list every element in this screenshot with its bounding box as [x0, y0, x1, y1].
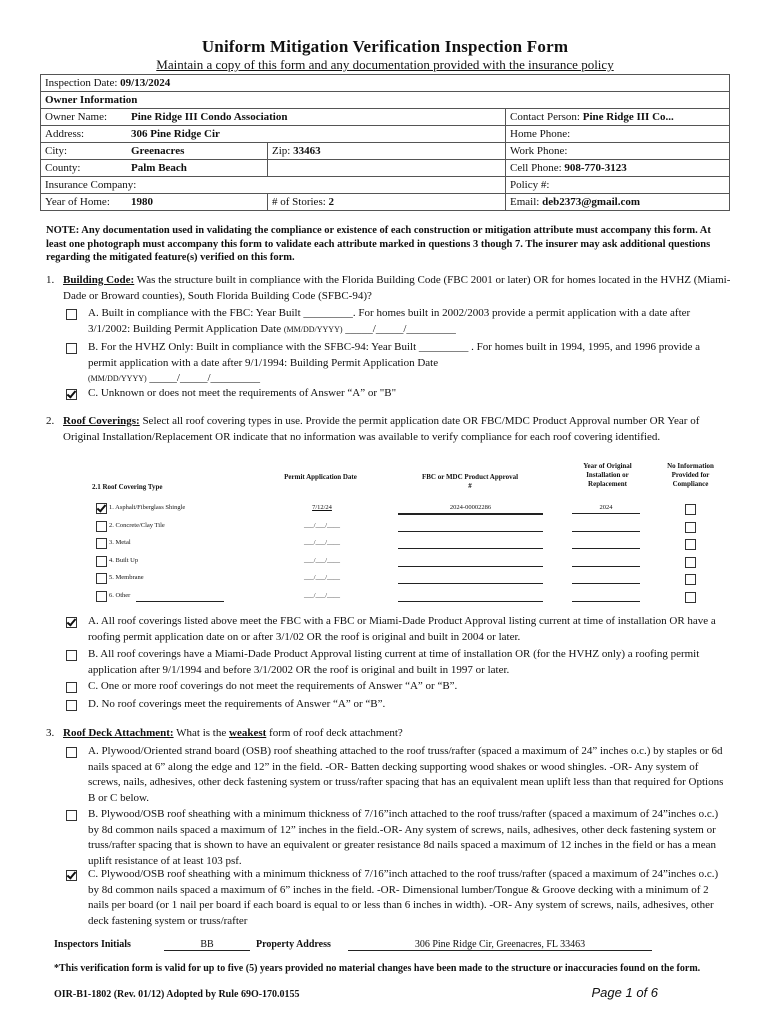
roof-fbc-line	[398, 566, 543, 567]
roof-year-value: 2024	[599, 504, 613, 511]
form-identifier: OIR-B1-1802 (Rev. 01/12) Adopted by Rule 69O-170.0155	[54, 989, 300, 1000]
q2-text: Select all roof covering types in use. Provide the permit application date OR FBC/MDC Product Approval number OR Year of Original Installation/Replacement OR indicate that no information was available to verify compliance for each roof covering identified.	[63, 415, 700, 443]
year-of-home-cell	[41, 194, 268, 211]
q1-option-a-blank: _____/_____/_________	[345, 322, 456, 335]
roof-permit-date: ___/___/____	[303, 557, 341, 564]
address-label: Address:	[45, 128, 85, 140]
address-value: 306 Pine Ridge Cir	[131, 128, 220, 140]
roof-fbc-line	[398, 601, 543, 602]
q3-option-b-text: B. Plywood/OSB roof sheathing with a minimum thickness of 7/16”inch attached to the roof truss/rafter (spaced a maximum of 24”inches o.c.) by 8d common nails spaced a maximum of 12” inches in the field.-OR- Any system of screws, nails, adhesives, other deck fastening system or truss/rafter spacing that is shown to have an equivalent or greater resistance 8d nails spaced a maximum of 12 inches in the field or has a mean uplift resistance of at least 103 psf.	[88, 808, 719, 867]
roof-col-noinfo: No Information Provided for Compliance	[667, 462, 714, 488]
q1-option-a-text: A. Built in compliance with the FBC: Year Built _________. For homes built in 2002/2003 provide a permit application with a date after 3/1/2002: Building Permit Application Date	[88, 307, 691, 335]
roof-fbc-number: 2024-00002286	[449, 504, 492, 511]
owner-name-value: Pine Ridge III Condo Association	[131, 111, 288, 123]
q2-option-c-text: C. One or more roof coverings do not meet the requirements of Answer “A” or “B”.	[88, 680, 458, 692]
roof-col-type: 2.1 Roof Covering Type	[92, 483, 163, 491]
contact-value: Pine Ridge III Co...	[582, 111, 674, 123]
city-value: Greenacres	[131, 145, 185, 157]
validity-disclaimer: *This verification form is valid for up to five (5) years provided no material changes have been made to the structure or inaccuracies found on the form.	[54, 963, 701, 974]
q2-option-b-checkbox[interactable]	[66, 650, 77, 661]
roof-year-line	[572, 583, 640, 584]
owner-name-cell	[41, 109, 506, 126]
q1-text: Was the structure built in compliance with the Florida Building Code (FBC 2001 or later) OR for homes located in the HVHZ (Miami-Dade or Broward counties), South Florida Building Code (SFBC-94)?	[63, 274, 731, 302]
inspector-initials-label: Inspectors Initials	[54, 939, 131, 950]
year-of-home-value: 1980	[131, 196, 153, 208]
roof-noinfo-checkbox[interactable]	[685, 504, 696, 515]
contact-cell	[506, 109, 730, 126]
roof-year-line	[572, 566, 640, 567]
roof-noinfo-checkbox[interactable]	[685, 557, 696, 568]
roof-type-checkbox[interactable]	[96, 591, 107, 602]
q2-question	[63, 414, 731, 445]
roof-type-checkbox[interactable]	[96, 538, 107, 549]
roof-col-permit: Permit Application Date	[284, 473, 357, 481]
county-label: County:	[45, 162, 81, 174]
q2-option-a-text: A. All roof coverings listed above meet the FBC with a FBC or Miami-Dade Product Approval listing current at time of installation OR have a roofing permit application date on or after 3/1/02 OR the roof is original and built in 2004 or later.	[88, 615, 716, 643]
cell-phone-label: Cell Phone:	[510, 162, 562, 174]
roof-permit-date: ___/___/____	[303, 522, 341, 529]
address-cell	[41, 126, 506, 143]
email-label: Email:	[510, 196, 540, 208]
q2-title: Roof Coverings:	[63, 415, 140, 427]
owner-name-label: Owner Name:	[45, 111, 108, 123]
roof-fbc-line	[398, 548, 543, 549]
inspection-date-label: Inspection Date:	[45, 77, 118, 89]
q3-option-c-checkbox[interactable]	[66, 870, 77, 881]
home-phone-cell: Home Phone:	[506, 126, 730, 143]
form-subtitle: Maintain a copy of this form and any documentation provided with the insurance policy	[156, 57, 614, 72]
q3-option-a-checkbox[interactable]	[66, 747, 77, 758]
roof-noinfo-checkbox[interactable]	[685, 574, 696, 585]
q3-post: form of roof deck attachment?	[266, 727, 403, 739]
q3-question	[63, 726, 731, 742]
zip-value: 33463	[293, 145, 321, 157]
page-number: Page 1 of 6	[591, 985, 658, 1000]
q3-option-a-text: A. Plywood/Oriented strand board (OSB) roof sheathing attached to the roof truss/rafter (spaced a maximum of 24” inches o.c.) by staples or 6d nails spaced at 6” along the edge and 12” in the field. -OR- Batten decking supporting wood shakes or wood shingles. -OR- Any system of screws, nails, adhesives, other deck fastening system or truss/rafter spacing that has an equivalent mean uplift less than that required for Options B or C below.	[88, 745, 724, 804]
stories-label: # of Stories:	[272, 196, 326, 208]
owner-info-table	[40, 74, 730, 211]
roof-permit-date: ___/___/____	[303, 539, 341, 546]
q2-number: 2.	[46, 415, 55, 427]
q1-question	[63, 273, 731, 304]
roof-type-label: 3. Metal	[109, 539, 131, 546]
q2-option-a-checkbox[interactable]	[66, 617, 77, 628]
work-phone-cell: Work Phone:	[506, 143, 730, 160]
zip-label: Zip:	[272, 145, 291, 157]
inspection-date-value: 09/13/2024	[120, 77, 171, 89]
q3-option-c-text: C. Plywood/OSB roof sheathing with a minimum thickness of 7/16”inch attached to the roof truss/rafter (spaced a maximum of 24”inches o.c.) by 8d common nails spaced a maximum of 6” inches in the field. -OR- Dimensional lumber/Tongue & Groove decking with a minimum of 2 nails per board (or 1 nail per board if each board is equal to or less than 6 inches in width). -OR- Any system of screws, nails, adhesives, other deck fastening system or truss/rafter	[88, 868, 719, 927]
roof-type-label: 4. Built Up	[109, 557, 139, 564]
documentation-note: NOTE: Any documentation used in validating the compliance or existence of each construction or mitigation attribute must accompany this form. At least one photograph must accompany this form to validate each attribute marked in questions 3 though 7. The insurer may ask additional questions regarding the mitigated feature(s) verified on this form.	[46, 225, 711, 263]
stories-value: 2	[328, 196, 335, 208]
roof-year-line	[572, 548, 640, 549]
q1-title: Building Code:	[63, 274, 135, 286]
owner-info-heading: Owner Information	[41, 92, 730, 109]
q1-option-c-text: C. Unknown or does not meet the requirements of Answer “A” or "B"	[88, 387, 397, 399]
inspector-initials-value: BB	[164, 939, 250, 951]
roof-permit-date: 7/12/24	[312, 504, 332, 511]
cell-phone-value: 908-770-3123	[564, 162, 627, 174]
q1-option-c-checkbox[interactable]	[66, 389, 77, 400]
q1-option-b	[88, 340, 731, 387]
roof-type-label: 1. Asphalt/Fiberglass Shingle	[109, 504, 186, 511]
insurance-company-cell: Insurance Company:	[41, 177, 506, 194]
roof-type-checkbox[interactable]	[96, 521, 107, 532]
zip-cell	[268, 143, 506, 160]
q1-option-b-checkbox[interactable]	[66, 343, 77, 354]
q3-title: Roof Deck Attachment:	[63, 727, 174, 739]
roof-type-checkbox[interactable]	[96, 556, 107, 567]
stories-cell	[268, 194, 506, 211]
county-cell	[41, 160, 268, 177]
q2-option-d-text: D. No roof coverings meet the requirements of Answer “A” or “B”.	[88, 698, 386, 710]
roof-permit-date: ___/___/____	[303, 592, 341, 599]
inspection-date-cell	[41, 75, 730, 92]
roof-other-line	[136, 601, 224, 602]
property-address-value: 306 Pine Ridge Cir, Greenacres, FL 33463	[348, 939, 652, 951]
q2-option-c-checkbox[interactable]	[66, 682, 77, 693]
form-title: Uniform Mitigation Verification Inspection Form	[201, 37, 569, 56]
roof-fbc-line	[398, 513, 543, 515]
email-cell	[506, 194, 730, 211]
q1-option-b-format: (MM/DD/YYYY)	[88, 374, 147, 383]
q1-option-b-text: B. For the HVHZ Only: Built in compliance with the SFBC-94: Year Built _________ . For homes built in 1994, 1995, and 1996 provide a permit application with a date after 9/1/1994: Building Permit Application Date	[88, 341, 701, 369]
email-value: deb2373@gmail.com	[542, 196, 640, 208]
q3-weakest: weakest	[229, 727, 267, 739]
q1-option-a	[88, 306, 731, 337]
roof-year-line	[572, 531, 640, 532]
roof-type-label: 6. Other	[109, 592, 131, 599]
roof-year-line	[572, 513, 640, 514]
roof-fbc-line	[398, 583, 543, 584]
roof-type-checkbox[interactable]	[96, 503, 107, 514]
contact-label: Contact Person:	[510, 111, 580, 123]
roof-year-line	[572, 601, 640, 602]
q1-option-b-blank: _____/_____/_________	[149, 372, 261, 384]
roof-noinfo-checkbox[interactable]	[685, 592, 696, 603]
policy-cell: Policy #:	[506, 177, 730, 194]
county-spacer-cell	[268, 160, 506, 177]
roof-type-label: 5. Membrane	[109, 574, 144, 581]
roof-type-label: 2. Concrete/Clay Tile	[109, 522, 165, 529]
roof-col-year: Year of Original Installation or Replacement	[583, 462, 632, 488]
q1-number: 1.	[46, 274, 55, 286]
roof-fbc-line	[398, 531, 543, 532]
property-address-label: Property Address	[256, 939, 331, 950]
q3-option-b-checkbox[interactable]	[66, 810, 77, 821]
year-of-home-label: Year of Home:	[45, 196, 110, 208]
q1-option-a-format: (MM/DD/YYYY)	[283, 324, 343, 334]
roof-type-checkbox[interactable]	[96, 573, 107, 584]
city-label: City:	[45, 145, 68, 157]
roof-permit-date: ___/___/____	[303, 574, 341, 581]
q1-option-a-checkbox[interactable]	[66, 309, 77, 320]
q2-option-d-checkbox[interactable]	[66, 700, 77, 711]
roof-col-fbc: FBC or MDC Product Approval #	[421, 473, 519, 490]
roof-noinfo-checkbox[interactable]	[685, 539, 696, 550]
q3-pre: What is the	[173, 727, 229, 739]
roof-noinfo-checkbox[interactable]	[685, 522, 696, 533]
q3-number: 3.	[46, 727, 55, 739]
cell-phone-cell	[506, 160, 730, 177]
q2-option-b-text: B. All roof coverings have a Miami-Dade Product Approval listing current at time of installation OR (for the HVHZ only) a roofing permit application after 9/1/1994 and before 3/1/2002 OR the roof is original and built in 1997 or later.	[88, 648, 700, 676]
county-value: Palm Beach	[131, 162, 187, 174]
city-cell	[41, 143, 268, 160]
